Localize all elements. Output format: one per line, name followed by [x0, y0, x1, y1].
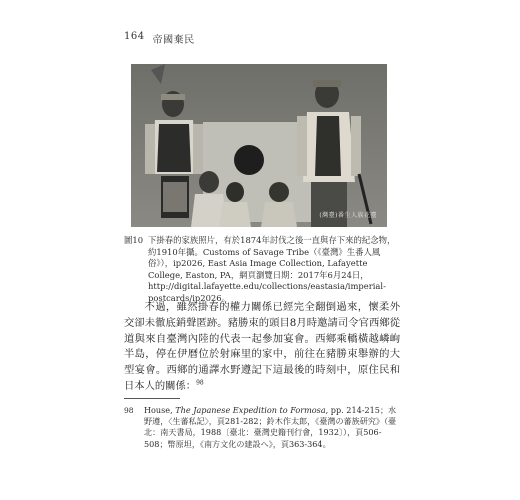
footnote-author: House,	[144, 405, 176, 415]
footnote-text	[144, 405, 400, 450]
figure-label: 圖10	[124, 235, 144, 245]
figure-caption	[124, 235, 397, 305]
footnote-title: The Japanese Expedition to Formosa	[175, 405, 326, 415]
book-title: 帝國棄民	[152, 35, 195, 46]
body-paragraph	[124, 300, 400, 395]
figure-caption-text: 下掛春的家族照片，有於1874年討伐之後一直與存下來的紀念物，約1910年攝。Customs of Savage Tribe（《臺灣》生番人風俗》），ip2026, East Asia Image Collection, Lafayette College, Easton, PA，網頁瀏覽日期：2017年6月24日，http://digital.lafayette.edu/collections/eastasia/imperial-postcards/ip2026。	[148, 235, 396, 303]
photo-inscription: (灣臺)番生人族花臺	[319, 212, 377, 219]
page-number: 164	[124, 31, 145, 42]
footnote-divider	[124, 398, 180, 399]
footnote-body: , pp. 214-215；水野遵，〈生蕃私記〉，頁281-282；鈴木作太郎，《臺灣の蕃族研究》（臺北：南天書局，1988〔臺北：臺灣史籍刊行會，1932〕），頁506-508；幣原坦，《南方文化の建設へ》，頁363-364。	[144, 405, 397, 449]
historical-photograph	[131, 64, 387, 227]
paragraph-text: 不過，雖然掛春的權力關係已經完全翻倒過來，懷柔外交卻未徹底銷聲匿跡。豬勝束的頭目8月時邀請司令官西鄉從道與來自臺灣內陸的代表一起參加宴會。西鄉乘轎橫越嶙峋半島，停在伊曆位於射麻里的家中，前往在豬勝束舉辦的大型宴會。西鄉的通譯水野遵記下這最後的時刻中，原住民和日本人的關係：	[124, 301, 400, 392]
running-header	[124, 31, 195, 46]
footnote-reference: 98	[196, 379, 204, 387]
footnote	[124, 405, 400, 450]
footnote-number: 98	[124, 406, 134, 415]
